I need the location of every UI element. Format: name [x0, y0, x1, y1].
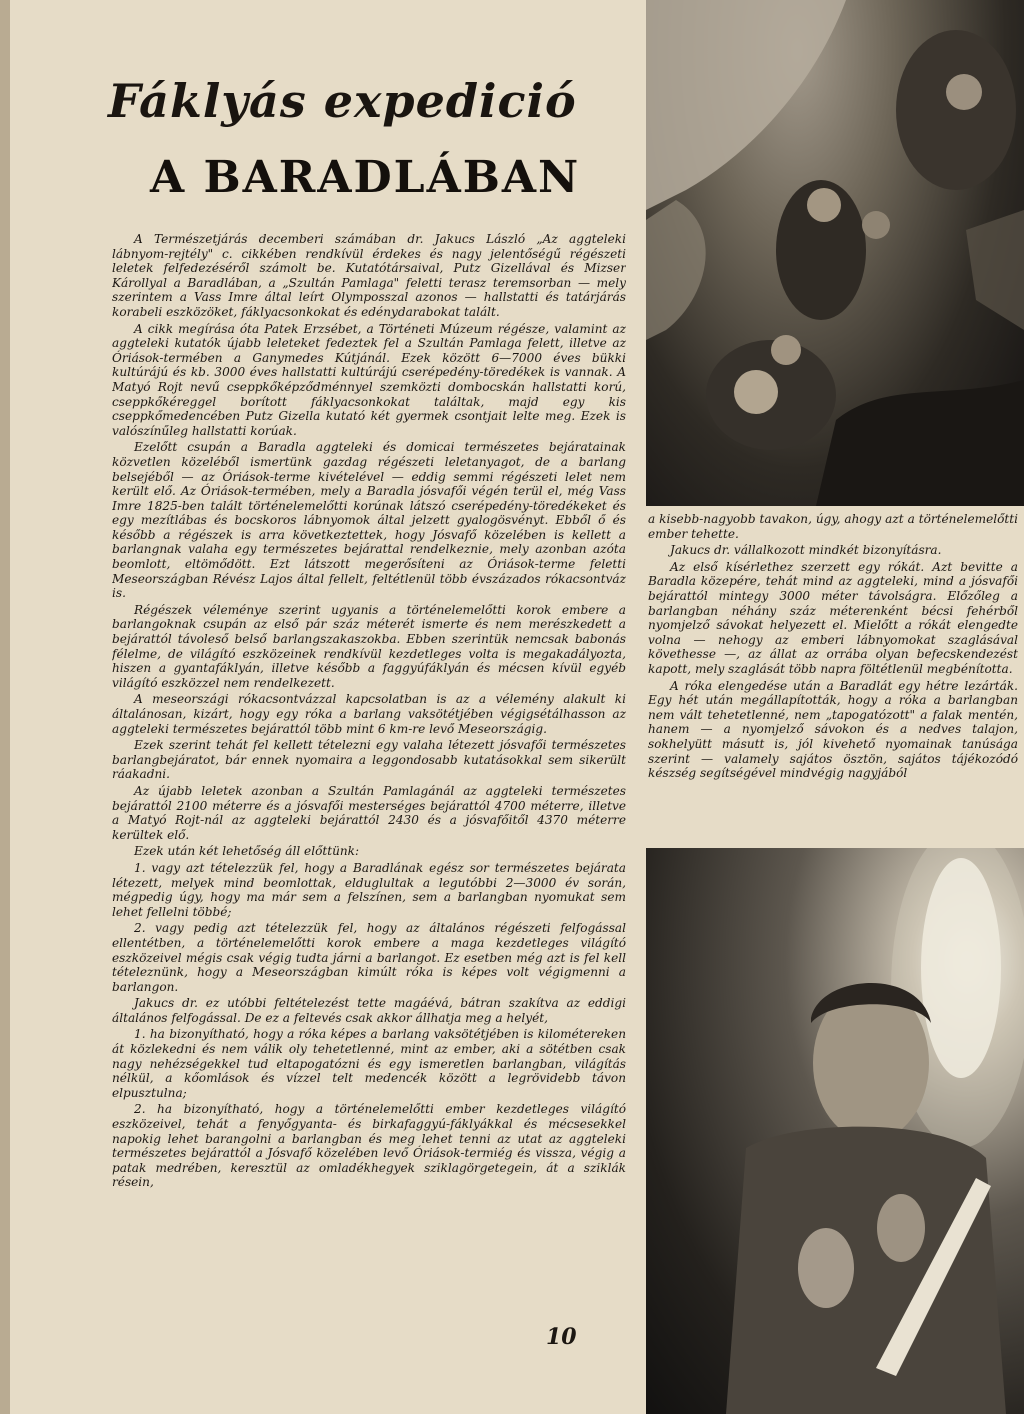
article-paragraph: Ezelőtt csupán a Baradla aggteleki és domicai természetes bejáratainak közvetlen közeléből ismertünk gazdag régészeti leletanyagot, de a barlang belsejéből — az Óriások-terme kivételével — eddig semmi régészeti lelet nem került elő. Az Óriások-termében, mely a Baradla jósvafői végén terül el, még Vass Imre 1825-ben talált történelemelőtti korúnak látszó cserépedény-töredékeket és egy mezítlábas és bocskoros lábnyomok által jelzett gyalogösvényt. Ebből ő és később a régészek is arra következtettek, hogy Jósvafő közelében is kellett a barlangnak valaha egy természetes bejárattal rendelkeznie, mely azonban azóta beomlott, eltömődött. Ezt látszott megerősíteni az Óriások-terme feletti Meseországban Révész Lajos által fellelt, feltétlenül több évszázados rókacsontváz is. [112, 440, 626, 601]
article-paragraph: 2. vagy pedig azt tételezzük fel, hogy az általános régészeti felfogással ellentétben, a történelemelőtti korok embere a maga kezdetleges világító eszközeivel mégis csak végig tudta járni a barlangot. Ez esetben még azt is fel kell tételeznünk, hogy a Meseországban kimúlt róka is képes volt végigmenni a barlangon. [112, 921, 626, 994]
torch-photo-illustration [646, 848, 1024, 1414]
article-body-right-column [648, 512, 1018, 808]
article-paragraph: A cikk megírása óta Patek Erzsébet, a Történeti Múzeum régésze, valamint az aggteleki kutatók újabb leleteket fedeztek fel a Szultán Pamlaga felett, illetve az Óriások-termében a Ganymedes Kútjánál. Ezek között 6—7000 éves bükki kultúrájú és kb. 3000 éves hallstatti kultúrájú cserépedény-töredékek is vannak. A Matyó Rojt nevű cseppkőképződménnyel szemközti dombocskán hallstatti korú, cseppkőkéreggel borított fáklyacsonkokat találtak, majd egy kis cseppkőmedencében Putz Gizella kutató két gyermek csontjait lelte meg. Ezek is valószínűleg hallstatti korúak. [112, 321, 626, 438]
article-paragraph: A róka elengedése után a Baradlát egy hétre lezárták. Egy hét után megállapították, hogy a róka a barlangban nem vált tehetetlenné, nem „tapogatózott" a falak mentén, hanem — a nyomjelző sávokon és a nedves talajon, sokhelyütt másutt is, jól kivehető nyomainak tanúsága szerint — valamely sajátos ösztön, sajátos tájékozódó készség segítségével mindvégig nagyjából [648, 678, 1018, 781]
article-paragraph: Jakucs dr. vállalkozott mindkét bizonyításra. [670, 543, 942, 558]
article-paragraph: A meseországi rókacsontvázzal kapcsolatban is az a vélemény alakult ki általánosan, kizárt, hogy egy róka a barlang vaksötétjében végigsétálhasson az aggteleki természetes bejárattól több mint 6 km-re levő Meseországig. [112, 692, 626, 736]
article-paragraph: Ezek szerint tehát fel kellett tételezni egy valaha létezett jósvafői természetes barlangbejáratot, bár ennek nyomaira a leggondosabb kutatásokkal sem sikerült ráakadni. [112, 738, 626, 782]
article-body-main-column [112, 232, 626, 1300]
article-title-script: Fáklyás expedició [108, 74, 577, 128]
man-with-torch-photo [646, 848, 1024, 1414]
cave-expedition-group-photo [646, 0, 1024, 506]
article-paragraph: Az első kísérlethez szerzett egy rókát. Azt bevitte a Baradla közepére, tehát mind az aggteleki, mind a jósvafői bejárattól mintegy 3000 méter távolságra. Előzőleg a barlangban néhány száz méterenként bécsi fehérből nyomjelző sávokat helyezett el. Mielőtt a rókát elengedte volna — nehogy az emberi lábnyomokat szaglásával követhesse —, az állat az orrába olyan befecskendezést kapott, mely szaglását több napra föltétlenül megbénította. [648, 559, 1018, 676]
article-title-main: A BARADLÁBAN [150, 152, 581, 203]
page-binding-edge [0, 0, 10, 1414]
article-paragraph: Régészek véleménye szerint ugyanis a történelemelőtti korok embere a barlangoknak csupán az első pár száz méterét ismerte és nem merészkedett a bejárattól távoleső belső barlangszakaszokba. Ebben szerintük nemcsak babonás félelme, de világító eszközeinek rendkívül kezdetleges volta is megakadályozta, hiszen a gyantafáklyán, illetve később a faggyúfáklyán és mécsen kívül egyéb világító eszközzel nem rendelkezett. [112, 602, 626, 690]
article-paragraph: 1. ha bizonyítható, hogy a róka képes a barlang vaksötétjében is kilométereken át közlekedni és nem válik oly tehetetlenné, mint az ember, aki a sötétben csak nagy nehézségekkel tud eltapogatózni és egy ismeretlen barlangban, világítás nélkül, a kőomlások és vízzel telt medencék között a legrövidebb távon elpusztulna; [112, 1027, 626, 1100]
page-number: 10 [546, 1324, 577, 1350]
article-paragraph: Ezek után két lehetőség áll előttünk: [134, 844, 360, 859]
article-paragraph: Jakucs dr. ez utóbbi feltételezést tette magáévá, bátran szakítva az eddigi általános felfogással. De ez a feltevés csak akkor állhatja meg a helyét, [112, 996, 626, 1025]
article-paragraph: A Természetjárás decemberi számában dr. Jakucs László „Az aggteleki lábnyom-rejtély" c. cikkében rendkívül érdekes és nagy jelentőségű régészeti leletek felfedezéséről számolt be. Kutatótársaival, Putz Gizellával és Mizser Károllyal a Baradlában, a „Szultán Pamlaga" feletti terasz teremsorban — mely szerintem a Vass Imre által leírt Olymposszal azonos — hallstatti és tatárjárás korabeli eszközöket, fáklyacsonkokat és edénydarabokat talált. [112, 232, 626, 319]
cave-photo-illustration [646, 0, 1024, 506]
article-paragraph: a kisebb-nagyobb tavakon, úgy, ahogy azt a történelemelőtti ember tehette. [648, 512, 1018, 541]
article-paragraph: Az újabb leletek azonban a Szultán Pamlagánál az aggteleki természetes bejárattól 2100 méterre és a jósvafői mesterséges bejárattól 4700 méterre, illetve a Matyó Rojt-nál az aggteleki bejárattól 2430 és a jósvafőitől 4370 méterre kerültek elő. [112, 783, 626, 842]
article-paragraph: 1. vagy azt tételezzük fel, hogy a Baradlának egész sor természetes bejárata létezett, melyek mind beomlottak, elduglultak a legutóbbi 2—3000 év során, mégpedig úgy, hogy ma már sem a felszínen, sem a barlangban nyomukat sem lehet fellelni többé; [112, 860, 626, 919]
article-paragraph: 2. ha bizonyítható, hogy a történelemelőtti ember kezdetleges világító eszközeivel, tehát a fenyőgyanta- és birkafaggyú-fáklyákkal és mécsesekkel napokig lehet barangolni a barlangban és meg lehet tenni az utat az aggteleki természetes bejárattól a Jósvafő közelében levő Óriások-termiég és vissza, végig a patak medrében, keresztül az omladékhegyek sziklagörgetegein, át a sziklák résein, [112, 1102, 626, 1190]
